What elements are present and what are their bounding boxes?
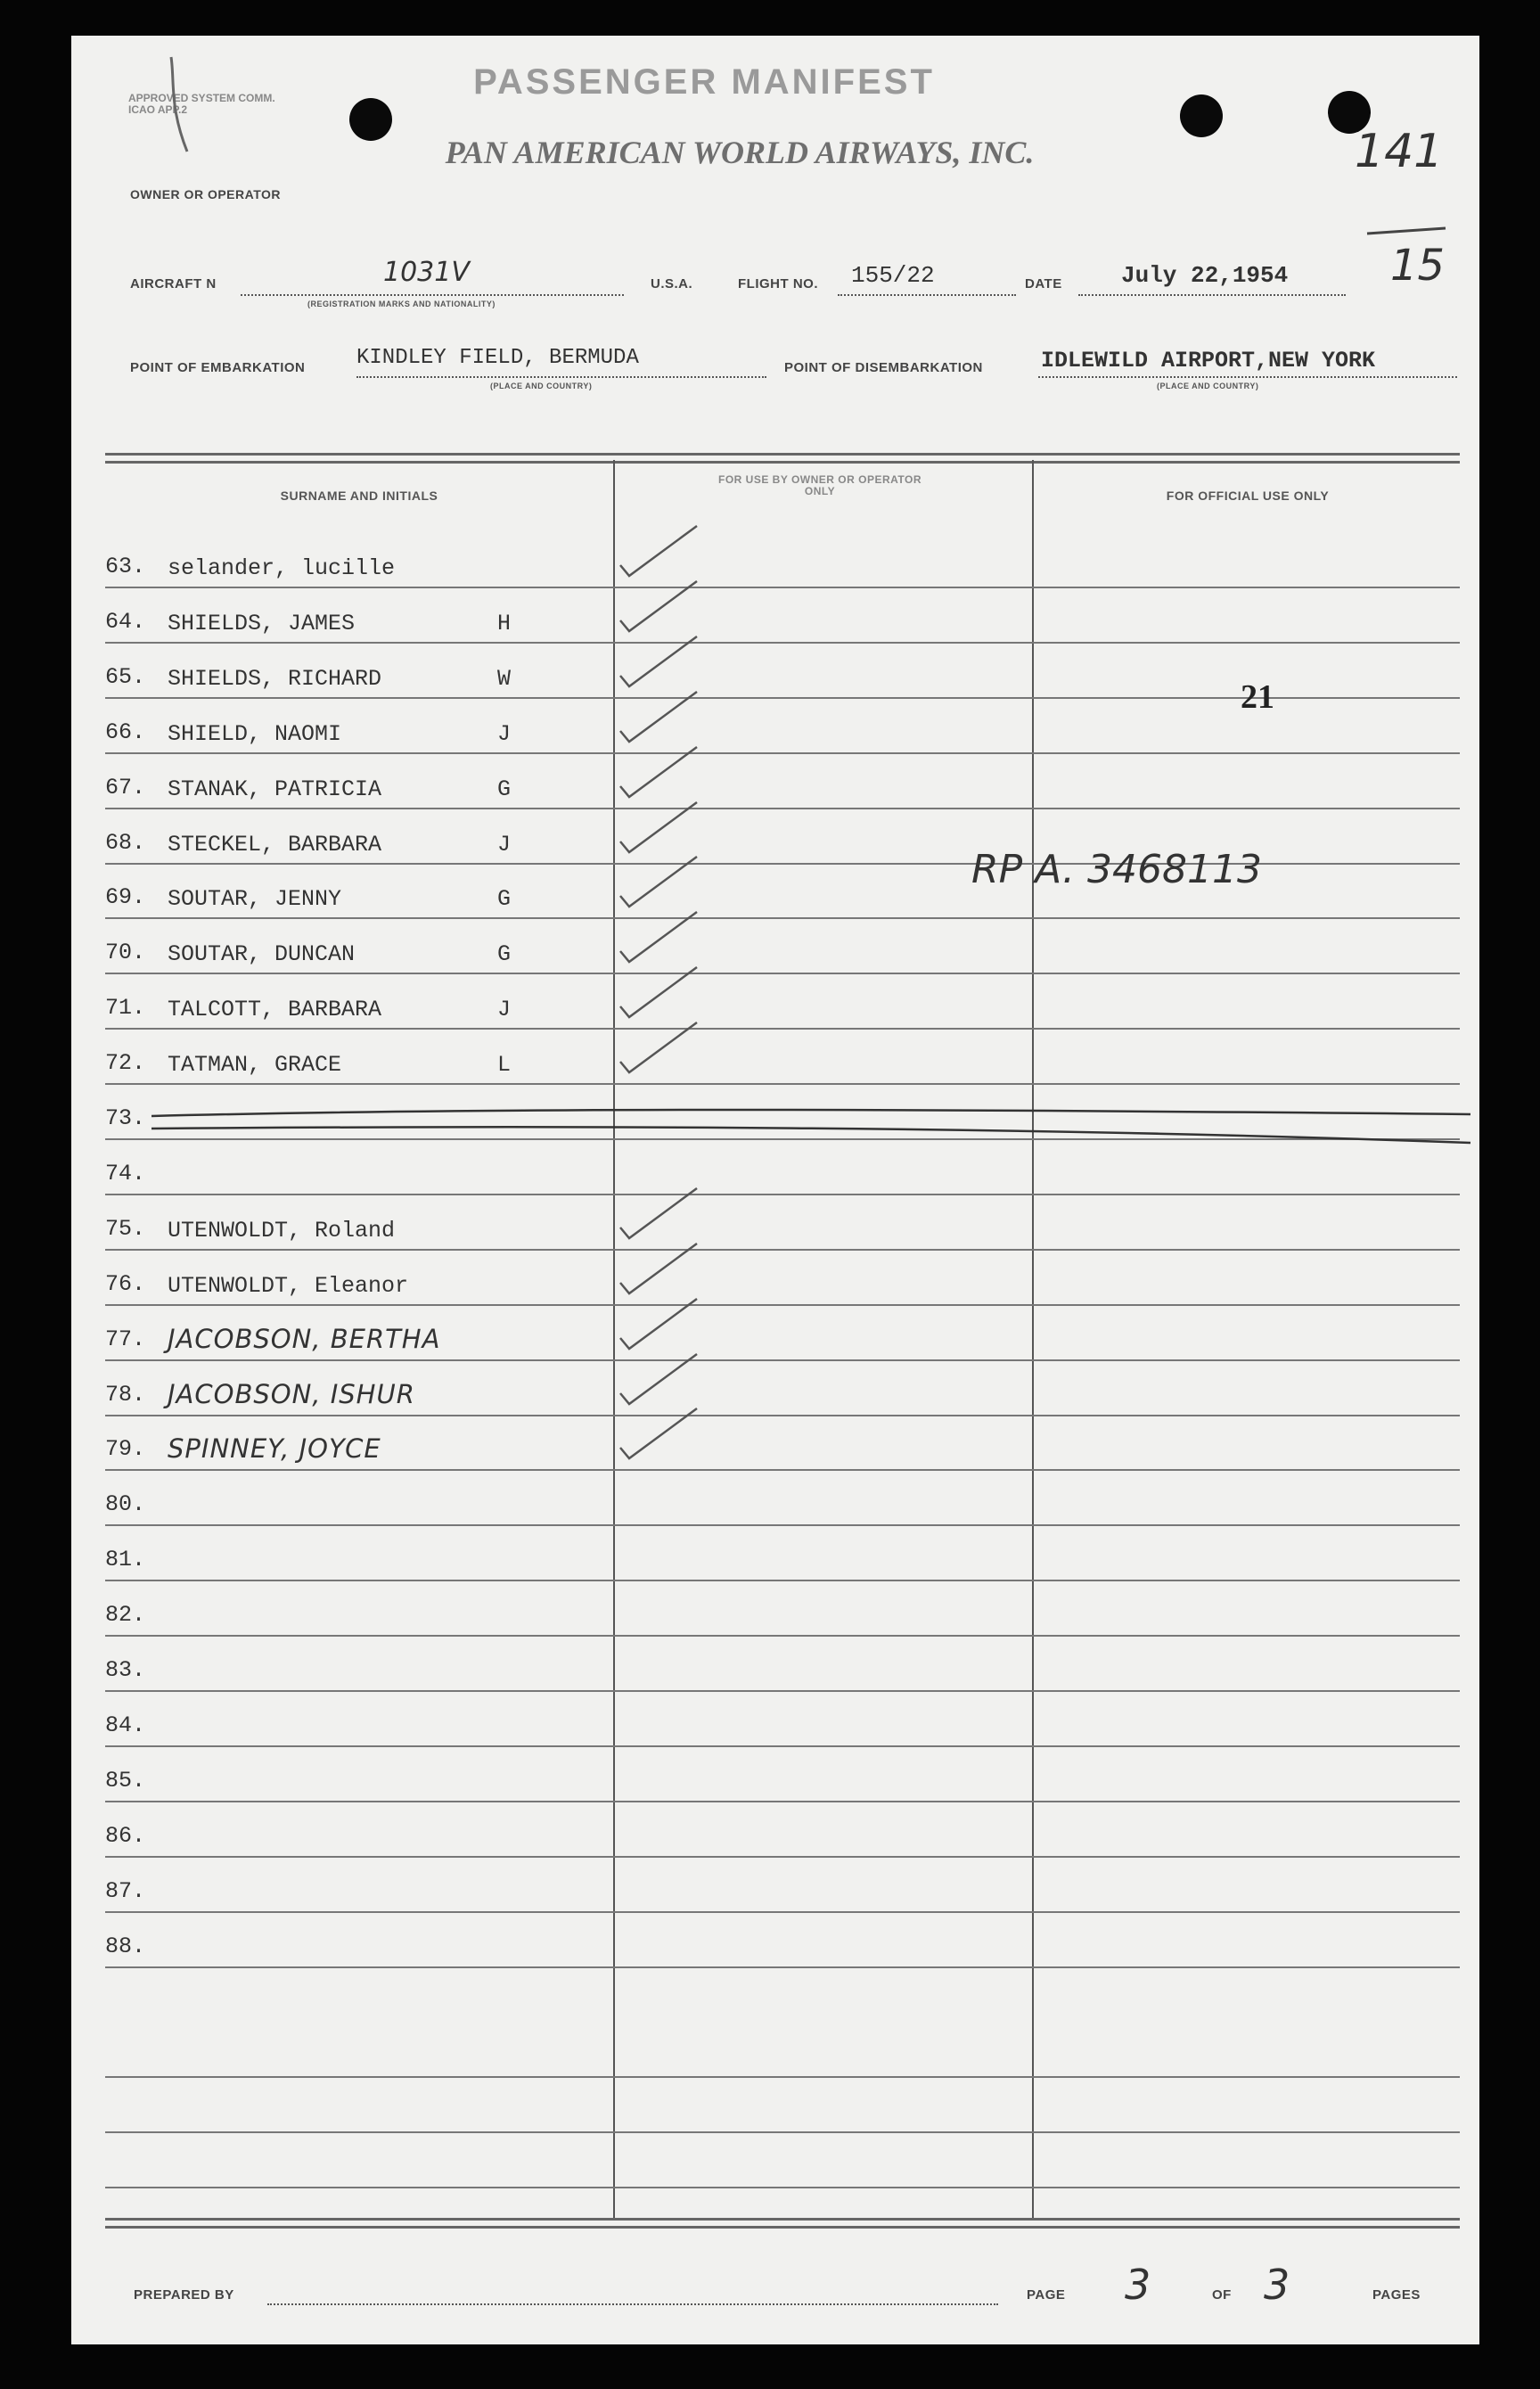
row-number: 69. xyxy=(105,884,146,911)
date-value: July 22,1954 xyxy=(1121,262,1289,289)
manifest-row xyxy=(105,1414,1460,1469)
row-number: 83. xyxy=(105,1657,146,1683)
blank-rule xyxy=(105,2187,1460,2188)
prepared-label: PREPARED BY xyxy=(134,2287,234,2303)
manifest-row xyxy=(105,1801,1460,1856)
prepared-line xyxy=(267,2303,998,2305)
check-mark-icon xyxy=(617,631,715,694)
aircraft-value: 1031V xyxy=(383,257,470,288)
strike-through-lines xyxy=(143,1096,1479,1150)
passenger-initial: W xyxy=(497,665,512,692)
row-number: 82. xyxy=(105,1602,146,1629)
owner-label: OWNER OR OPERATOR xyxy=(130,187,281,201)
punch-hole xyxy=(1180,94,1223,137)
passenger-initial: J xyxy=(497,997,512,1023)
embarkation-sub: (PLACE AND COUNTRY) xyxy=(490,382,593,390)
passenger-name: SOUTAR, DUNCAN xyxy=(168,941,356,968)
row-number: 79. xyxy=(105,1436,146,1463)
manifest-row xyxy=(105,1580,1460,1635)
row-number: 67. xyxy=(105,774,146,800)
passenger-name: STANAK, PATRICIA xyxy=(168,776,382,802)
row-number: 87. xyxy=(105,1877,146,1904)
row-number: 65. xyxy=(105,663,146,690)
passenger-name: SPINNEY, JOYCE xyxy=(168,1433,381,1465)
aircraft-sub: (REGISTRATION MARKS AND NATIONALITY) xyxy=(307,300,496,308)
manifest-row xyxy=(105,531,1460,587)
passenger-name: SHIELDS, RICHARD xyxy=(168,665,382,692)
passenger-initial: G xyxy=(497,941,512,968)
row-number: 84. xyxy=(105,1712,146,1738)
passenger-name: UTENWOLDT, Roland xyxy=(168,1217,396,1244)
check-mark-icon xyxy=(617,1183,715,1245)
row-number: 66. xyxy=(105,718,146,745)
official-count: 21 xyxy=(1241,678,1274,716)
check-mark-icon xyxy=(617,1293,715,1356)
table-top-rule xyxy=(105,453,1460,464)
manifest-row xyxy=(105,752,1460,808)
check-mark-icon xyxy=(617,797,715,859)
passenger-name: TALCOTT, BARBARA xyxy=(168,997,382,1023)
passenger-name: JACOBSON, ISHUR xyxy=(168,1378,415,1409)
row-number: 77. xyxy=(105,1326,146,1352)
usa-label: U.S.A. xyxy=(651,276,693,291)
row-number: 73. xyxy=(105,1105,146,1131)
passenger-initial: G xyxy=(497,776,512,802)
column-header-official-use: FOR OFFICIAL USE ONLY xyxy=(1166,488,1330,503)
row-number: 71. xyxy=(105,995,146,1022)
check-mark-icon xyxy=(617,907,715,969)
disembarkation-sub: (PLACE AND COUNTRY) xyxy=(1157,382,1259,390)
manifest-row xyxy=(105,1469,1460,1524)
check-mark-icon xyxy=(617,576,715,638)
aircraft-line xyxy=(241,294,624,296)
flight-value: 155/22 xyxy=(851,262,935,289)
disembarkation-value: IDLEWILD AIRPORT,NEW YORK xyxy=(1041,348,1376,374)
passenger-initial: J xyxy=(497,720,512,747)
flight-line xyxy=(838,294,1016,296)
manifest-row xyxy=(105,587,1460,642)
manifest-row xyxy=(105,1304,1460,1359)
row-number: 63. xyxy=(105,554,146,579)
row-number: 74. xyxy=(105,1160,146,1186)
manifest-row xyxy=(105,1635,1460,1690)
manifest-row xyxy=(105,1359,1460,1415)
row-number: 81. xyxy=(105,1547,146,1573)
pages-label: PAGES xyxy=(1372,2287,1421,2303)
page-label: PAGE xyxy=(1027,2287,1066,2303)
page-title: PASSENGER MANIFEST xyxy=(473,62,935,102)
passenger-name: STECKEL, BARBARA xyxy=(168,831,382,858)
passenger-name: SHIELDS, JAMES xyxy=(168,610,356,636)
passenger-initial: H xyxy=(497,610,512,636)
column-header-names: SURNAME AND INITIALS xyxy=(280,488,438,503)
passenger-name: TATMAN, GRACE xyxy=(168,1052,342,1079)
disembarkation-line xyxy=(1038,376,1457,378)
check-mark-icon xyxy=(617,686,715,749)
manifest-row xyxy=(105,1028,1460,1083)
check-mark-icon xyxy=(617,742,715,804)
flight-label: FLIGHT NO. xyxy=(738,276,818,291)
official-note: RP A. 3468113 xyxy=(971,847,1262,892)
row-number: 85. xyxy=(105,1767,146,1794)
corner-note-top: 141 xyxy=(1355,125,1444,178)
row-number: 86. xyxy=(105,1822,146,1849)
table-bottom-rule xyxy=(105,2218,1460,2229)
manifest-row xyxy=(105,1249,1460,1304)
manifest-row xyxy=(105,1524,1460,1580)
manifest-row xyxy=(105,1745,1460,1801)
passenger-initial: L xyxy=(497,1052,512,1079)
check-mark-icon xyxy=(617,1403,715,1465)
blank-rule xyxy=(105,2076,1460,2078)
corner-note-bottom: 15 xyxy=(1390,241,1446,291)
manifest-row xyxy=(105,1194,1460,1249)
check-mark-icon xyxy=(617,1349,715,1411)
check-mark-icon xyxy=(617,962,715,1024)
passenger-name: SHIELD, NAOMI xyxy=(168,720,342,747)
disembarkation-label: POINT OF DISEMBARKATION xyxy=(784,360,983,375)
row-rule xyxy=(105,1966,1460,1968)
row-number: 68. xyxy=(105,829,146,856)
passenger-name: selander, lucille xyxy=(168,555,396,581)
column-header-owner-use: FOR USE BY OWNER OR OPERATOR ONLY xyxy=(717,473,922,497)
manifest-row xyxy=(105,973,1460,1028)
row-number: 88. xyxy=(105,1933,146,1959)
embarkation-label: POINT OF EMBARKATION xyxy=(130,360,306,375)
operator-name: PAN AMERICAN WORLD AIRWAYS, INC. xyxy=(445,135,1035,170)
row-number: 80. xyxy=(105,1491,146,1518)
check-mark-icon xyxy=(617,1017,715,1080)
manifest-row xyxy=(105,1911,1460,1966)
passenger-initial: G xyxy=(497,886,512,913)
manifest-row xyxy=(105,1690,1460,1745)
check-mark-icon xyxy=(617,521,715,583)
row-number: 75. xyxy=(105,1215,146,1242)
row-number: 78. xyxy=(105,1381,146,1408)
blank-rule xyxy=(105,2131,1460,2133)
approval-stamp: APPROVED SYSTEM COMM. ICAO APP.2 xyxy=(128,92,275,116)
pencil-mark xyxy=(160,53,196,160)
row-number: 72. xyxy=(105,1050,146,1077)
manifest-row xyxy=(105,917,1460,973)
check-mark-icon xyxy=(617,1238,715,1301)
of-value: 3 xyxy=(1264,2261,1290,2309)
fraction-bar xyxy=(1364,223,1453,241)
of-label: OF xyxy=(1212,2287,1232,2303)
embarkation-line xyxy=(356,376,766,378)
date-label: DATE xyxy=(1025,276,1062,291)
manifest-row xyxy=(105,1856,1460,1911)
row-number: 64. xyxy=(105,608,146,635)
passenger-initial: J xyxy=(497,831,512,858)
date-line xyxy=(1078,294,1346,296)
passenger-name: SOUTAR, JENNY xyxy=(168,886,342,913)
passenger-name: UTENWOLDT, Eleanor xyxy=(168,1272,409,1299)
check-mark-icon xyxy=(617,851,715,914)
embarkation-value: KINDLEY FIELD, BERMUDA xyxy=(356,346,639,370)
page-value: 3 xyxy=(1125,2261,1151,2309)
passenger-name: JACOBSON, BERTHA xyxy=(168,1323,441,1354)
row-number: 76. xyxy=(105,1270,146,1297)
aircraft-label: AIRCRAFT N xyxy=(130,276,217,291)
row-number: 70. xyxy=(105,940,146,966)
